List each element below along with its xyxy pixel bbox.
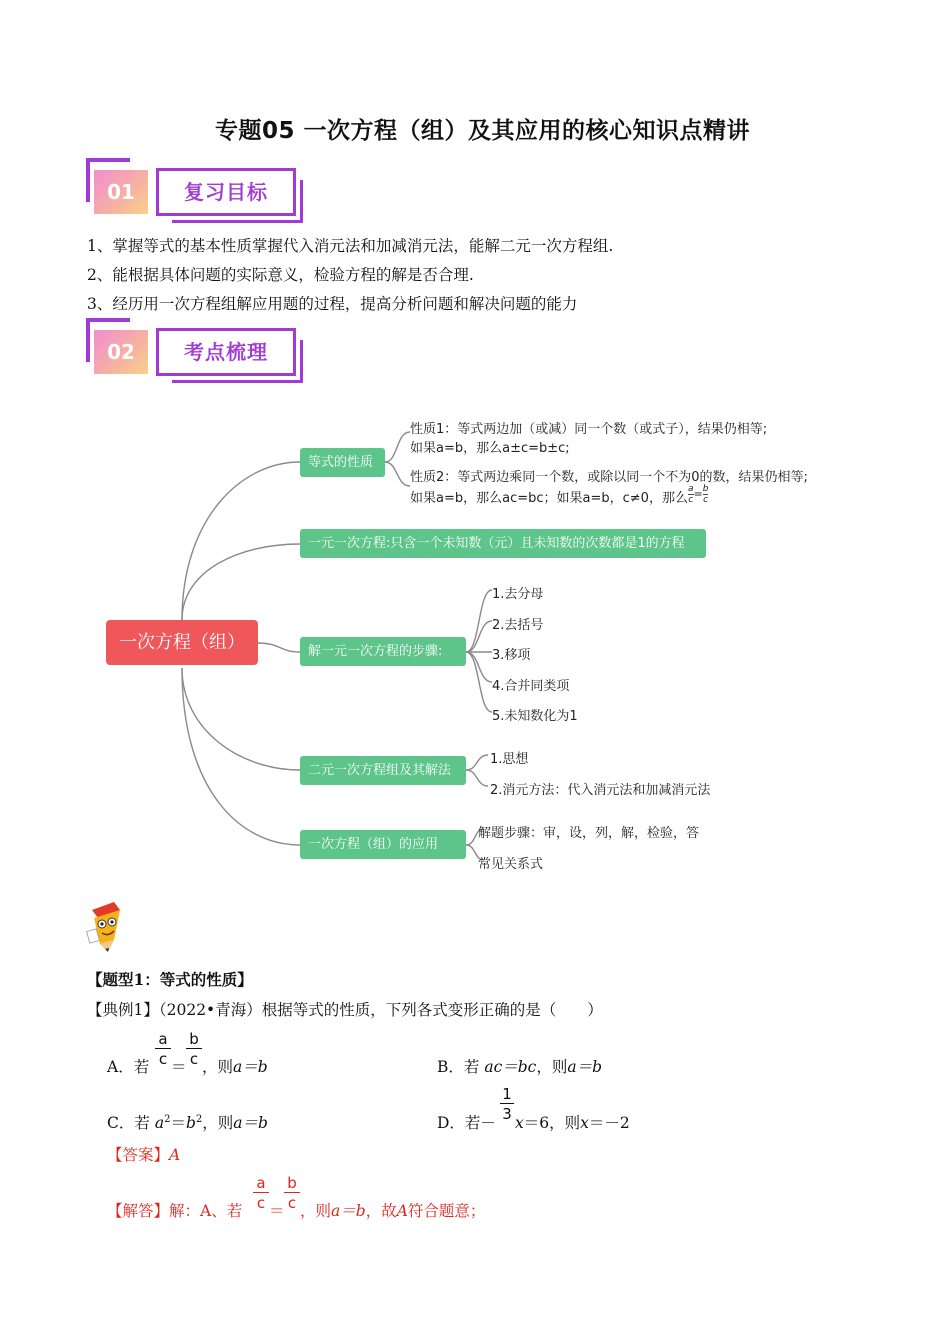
- analysis-fraction-b: b c: [284, 1174, 300, 1213]
- option-b: B．若 ac＝bc，则a＝b: [437, 1058, 603, 1076]
- mindmap-leaf: 4.合并同类项: [492, 679, 570, 694]
- goal-item: 3、经历用一次方程组解应用题的过程，提高分析问题和解决问题的能力: [87, 295, 578, 313]
- mindmap-leaf: 5.未知数化为1: [492, 709, 578, 724]
- mindmap-root: 一次方程（组）: [106, 620, 258, 665]
- option-c: C．若 $a^2=b^2$，则a＝b: [107, 1113, 268, 1132]
- page-title: 专题05 一次方程（组）及其应用的核心知识点精讲: [214, 118, 750, 144]
- option-d-fraction: 1 3: [500, 1085, 514, 1124]
- option-a-fraction-b: b c: [186, 1030, 202, 1069]
- option-a: A．若: [107, 1058, 150, 1076]
- analysis-rest: ，则a＝b，故A符合题意；: [300, 1202, 486, 1220]
- answer: 【答案】A: [107, 1146, 181, 1164]
- question-type-title: 【题型1：等式的性质】: [87, 970, 253, 989]
- option-a-eq: ＝: [171, 1058, 187, 1076]
- mindmap-fraction: $\frac{a}{c}$ = $\frac{b}{c}$: [688, 484, 709, 505]
- analysis-eq: ＝: [269, 1202, 285, 1220]
- section-label: 考点梳理: [156, 328, 296, 376]
- mindmap-branch-equation-properties: 等式的性质: [300, 448, 385, 477]
- example-question: 【典例1】（2022•青海）根据等式的性质，下列各式变形正确的是（ ）: [87, 1001, 603, 1019]
- goal-item: 2、能根据具体问题的实际意义，检验方程的解是否合理.: [87, 266, 474, 284]
- analysis-fraction-a: a c: [253, 1174, 269, 1213]
- mindmap-branch-applications: 一次方程（组）的应用: [300, 830, 466, 859]
- option-d-result: x＝6，则x＝－2: [515, 1114, 630, 1132]
- mindmap-branch-linear-equation: 一元一次方程:只含一个未知数（元）且未知数的次数都是1的方程: [300, 529, 706, 558]
- mindmap-leaf: 常见关系式: [478, 857, 544, 872]
- mindmap-branch-system-equations: 二元一次方程组及其解法: [300, 756, 466, 785]
- option-a-result: ，则a＝b: [202, 1058, 268, 1076]
- mindmap-leaf: 2.去括号: [492, 618, 544, 633]
- goal-item: 1、掌握等式的基本性质掌握代入消元法和加减消元法，能解二元一次方程组.: [87, 237, 614, 255]
- mindmap-leaf: 解题步骤：审，设，列，解，检验，答: [478, 826, 700, 841]
- mindmap-leaf: 3.移项: [492, 648, 531, 663]
- section-number: 02: [94, 330, 148, 374]
- mindmap-branch-solving-steps: 解一元一次方程的步骤:: [300, 637, 466, 666]
- section-number: 01: [94, 170, 148, 214]
- mindmap-leaf: 1.思想: [490, 752, 529, 767]
- mindmap-leaf: 如果a=b，那么ac=bc；如果a=b，c≠0，那么: [410, 491, 688, 506]
- option-d: D．若－: [437, 1114, 496, 1132]
- analysis-prefix: 【解答】解：A、若: [107, 1202, 243, 1220]
- mindmap-leaf: 性质2：等式两边乘同一个数，或除以同一个不为0的数，结果仍相等;: [410, 470, 808, 485]
- mindmap-leaf: 1.去分母: [492, 587, 544, 602]
- mindmap-leaf: 如果a=b，那么a±c=b±c;: [410, 441, 570, 456]
- pencil-mascot-icon: [84, 900, 128, 954]
- mindmap-leaf: 2.消元方法：代入消元法和加减消元法: [490, 783, 711, 798]
- section-label: 复习目标: [156, 168, 296, 216]
- option-a-fraction-a: a c: [155, 1030, 171, 1069]
- mindmap-leaf: 性质1：等式两边加（或减）同一个数（或式子），结果仍相等;: [410, 422, 768, 437]
